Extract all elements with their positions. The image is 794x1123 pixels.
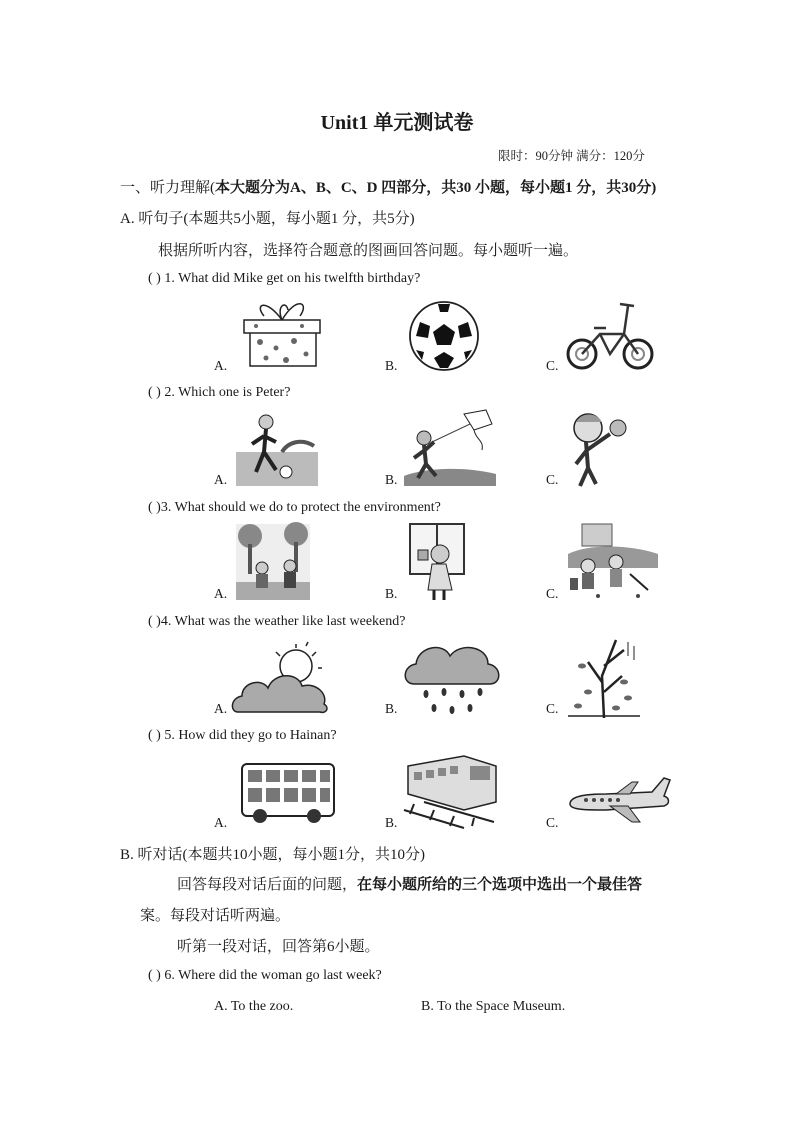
- q5-option-a: A.: [214, 815, 228, 830]
- q3-option-a: A.: [214, 586, 228, 601]
- partB-instruction-prefix: 回答每段对话后面的问题，: [177, 877, 358, 893]
- q1-option-b: B.: [385, 358, 398, 373]
- q4-option-a: A.: [214, 701, 228, 716]
- partB-instruction-bold: 在每小题所给的三个选项中选出一个最佳答: [357, 877, 643, 893]
- partA-heading: A. 听句子(本题共5小题，每小题1 分，共5分): [120, 211, 415, 227]
- plane-icon: [566, 774, 674, 824]
- question-3: ( )3. What should we do to protect the environment?: [148, 500, 441, 515]
- q2-option-a: A.: [214, 472, 228, 487]
- kids-planting-trees-icon: [236, 524, 310, 600]
- q4-option-c: C.: [546, 701, 559, 716]
- question-2: ( ) 2. Which one is Peter?: [148, 385, 291, 400]
- partB-heading: B. 听对话(本题共10小题，每小题1分，共10分): [120, 847, 425, 863]
- boy-flying-kite-icon: [404, 410, 496, 486]
- q5-option-c: C.: [546, 815, 559, 830]
- cloudy-sun-icon: [232, 642, 332, 716]
- boy-playing-football-icon: [236, 412, 318, 486]
- partB-instruction-line1: [177, 873, 642, 894]
- q6-option-b: B. To the Space Museum.: [421, 999, 566, 1014]
- time-and-score: 限时：90分钟 满分：120分: [498, 149, 645, 163]
- page-title: Unit1 单元测试卷: [320, 112, 474, 134]
- girl-cleaning-window-icon: [408, 524, 466, 600]
- question-1: ( ) 1. What did Mike get on his twelfth birthday?: [148, 271, 421, 286]
- gift-box-icon: [236, 296, 326, 370]
- q6-option-a: A. To the zoo.: [214, 999, 294, 1014]
- section1-heading-bold: 本大题分为A、B、C、D 四部分，共30 小题，每小题1 分，共30分): [215, 180, 657, 196]
- q4-option-b: B.: [385, 701, 398, 716]
- boy-playing-basketball-icon: [566, 410, 636, 488]
- train-icon: [404, 752, 500, 828]
- section1-heading: [120, 176, 656, 197]
- q3-option-c: C.: [546, 586, 559, 601]
- q2-option-c: C.: [546, 472, 559, 487]
- q1-option-c: C.: [546, 358, 559, 373]
- partA-instruction: 根据所听内容，选择符合题意的图画回答问题。每小题听一遍。: [158, 243, 579, 259]
- question-5: ( ) 5. How did they go to Hainan?: [148, 728, 337, 743]
- windy-tree-icon: [568, 636, 640, 718]
- q1-option-a: A.: [214, 358, 228, 373]
- soccer-ball-icon: [408, 300, 480, 372]
- partB-instruction-line2: 案。每段对话听两遍。: [140, 908, 291, 924]
- question-6: ( ) 6. Where did the woman go last week?: [148, 968, 382, 983]
- bicycle-icon: [566, 296, 656, 372]
- q3-option-b: B.: [385, 586, 398, 601]
- partB-subinstruction: 听第一段对话，回答第6小题。: [177, 939, 380, 955]
- section1-heading-prefix: 一、听力理解(: [120, 180, 215, 196]
- bus-icon: [238, 760, 338, 824]
- rain-cloud-icon: [404, 640, 500, 718]
- question-4: ( )4. What was the weather like last weekend?: [148, 614, 406, 629]
- q5-option-b: B.: [385, 815, 398, 830]
- q2-option-b: B.: [385, 472, 398, 487]
- kids-picking-litter-icon: [568, 524, 658, 600]
